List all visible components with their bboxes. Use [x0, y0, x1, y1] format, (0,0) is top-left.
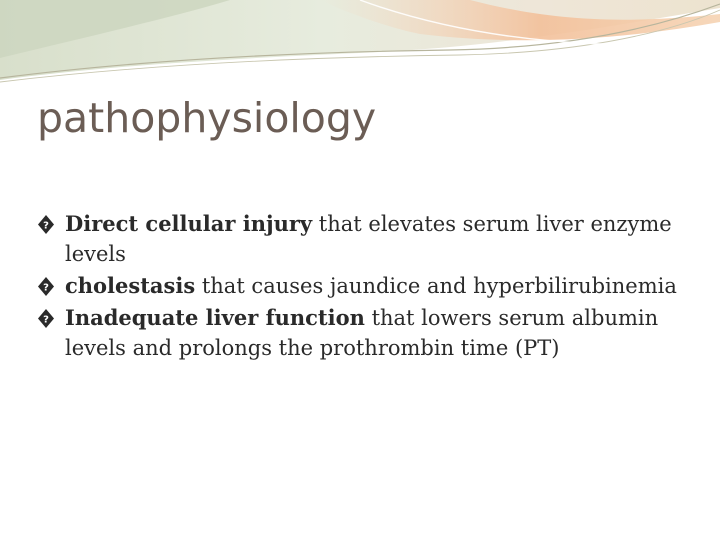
svg-text:?: ?: [43, 220, 49, 232]
slide-title: pathophysiology: [37, 94, 377, 142]
bullet-text: that elevates serum liver enzyme levels: [65, 212, 672, 266]
bullet-bold-text: Direct cellular injury: [65, 211, 313, 236]
decorative-header-swoosh: [0, 0, 720, 90]
missing-glyph-icon: [37, 308, 55, 329]
bullet-item: [37, 271, 677, 301]
bullet-text: that lowers serum albumin levels and prolongs the prothrombin time (PT): [65, 306, 659, 360]
bullet-text: that causes jaundice and hyperbilirubinemia: [195, 274, 677, 298]
missing-glyph-icon: [37, 276, 55, 297]
svg-text:?: ?: [43, 314, 49, 326]
missing-glyph-icon: [37, 214, 55, 235]
bullet-bold-text: Inadequate liver function: [65, 305, 365, 330]
bullet-list: [37, 209, 677, 365]
bullet-item: [37, 209, 677, 269]
bullet-item: [37, 303, 677, 363]
svg-text:?: ?: [43, 282, 49, 294]
bullet-bold-text: cholestasis: [65, 273, 196, 298]
